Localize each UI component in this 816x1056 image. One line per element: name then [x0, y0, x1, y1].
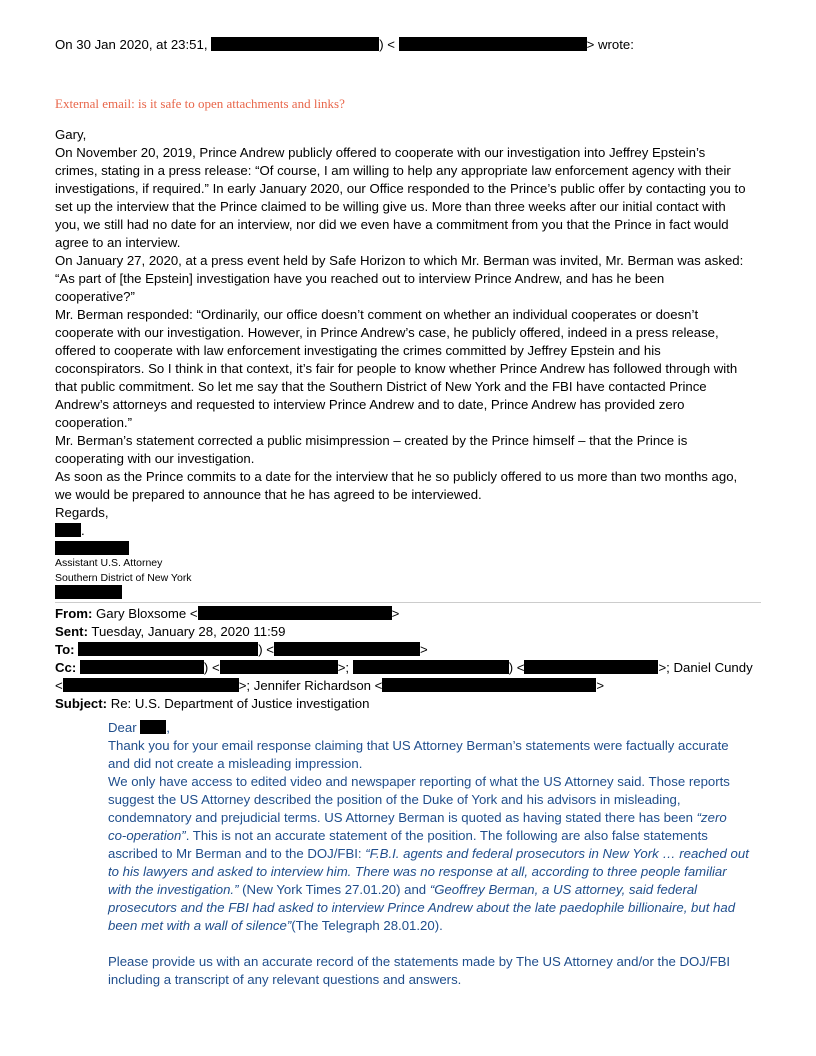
reply-line — [108, 809, 749, 827]
redaction — [399, 37, 587, 51]
body-line: Mr. Berman responded: “Ordinarily, our office doesn’t comment on whether an individual cooperates or doesn’t — [55, 307, 699, 322]
reply-body — [108, 719, 749, 989]
reply-text: Thank you for your email response claiming that US Attorney Berman’s statements were factually accurate — [108, 738, 729, 753]
reply-text: Please provide us with an accurate record of the statements made by The US Attorney and/or the DOJ/FBI — [108, 954, 731, 969]
redaction — [55, 541, 129, 555]
subject-label: Subject: — [55, 696, 108, 711]
signature-office: Southern District of New York — [55, 572, 192, 584]
reply-text: (The Telegraph 28.01.20). — [291, 918, 443, 933]
redaction — [211, 37, 379, 51]
body-line: “As part of [the Epstein] investigation have you reached out to interview Prince Andrew, and has he been — [55, 271, 665, 286]
quoted-header-mid: ) < — [379, 37, 395, 52]
sent-label: Sent: — [55, 624, 88, 639]
quoted-text: co-operation” — [108, 828, 186, 843]
quoted-text: with the investigation.” — [108, 882, 239, 897]
from-label: From: — [55, 606, 93, 621]
redaction — [524, 660, 658, 674]
body-line: cooperating with our investigation. — [55, 451, 255, 466]
cc-jennifer: >; Jennifer Richardson < — [238, 678, 383, 693]
redaction — [220, 660, 338, 674]
reply-line — [108, 827, 749, 845]
external-email-warning: External email: is it safe to open attachments and links? — [55, 96, 345, 111]
reply-line — [108, 755, 749, 773]
reply-text: and did not create a misleading impression. — [108, 756, 363, 771]
reply-line — [108, 845, 749, 863]
body-line: Mr. Berman’s statement corrected a public misimpression – created by the Prince himself – that the Prince is — [55, 433, 688, 448]
quoted-text: “F.B.I. agents and federal prosecutors in New York … reached out — [365, 846, 749, 861]
cc-label: Cc: — [55, 660, 77, 675]
divider — [55, 602, 761, 603]
body-line: cooperative?” — [55, 289, 135, 304]
body-line: On November 20, 2019, Prince Andrew publicly offered to cooperate with our investigation into Jeffrey Epstein’s — [55, 145, 706, 160]
cc-row-2: < >; Jennifer Richardson < > — [55, 678, 605, 693]
body-line: As soon as the Prince commits to a date for the interview that he so publicly offered to us more than two months ago, — [55, 469, 738, 484]
redaction — [382, 678, 596, 692]
reply-line — [108, 737, 749, 755]
quoted-text: prosecutors and the FBI had asked to interview Prince Andrew about the late paedophile billionaire, but had — [108, 900, 736, 915]
body-line: set up the interview that the Prince claimed to be willing give us. More than three weeks after our initial contact with — [55, 199, 726, 214]
reply-text: suggest the US Attorney described the position of the Duke of York and his advisors in misleading, — [108, 792, 681, 807]
email-body — [55, 126, 746, 522]
from-value: Gary Bloxsome < — [96, 606, 198, 621]
salutation-text: Dear — [108, 720, 137, 735]
reply-text: (New York Times 27.01.20) and — [238, 882, 430, 897]
quoted-text: to his lawyers and asked to interview him. There was no response at all, according to three people familiar — [108, 864, 727, 879]
body-line: cooperation.” — [55, 415, 132, 430]
reply-line — [108, 773, 749, 791]
from-row: From: Gary Bloxsome < > — [55, 606, 400, 621]
quoted-text: “Geoffrey Berman, a US attorney, said federal — [429, 882, 698, 897]
redaction — [63, 678, 239, 692]
body-line: On January 27, 2020, at a press event held by Safe Horizon to which Mr. Berman was invited, Mr. Berman was asked: — [55, 253, 744, 268]
reply-line — [108, 935, 749, 953]
body-line: you, we still had no date for an interview, nor did we even have a commitment from you that the Prince in fact would — [55, 217, 729, 232]
body-line: crimes, stating in a press release: “Of course, I am willing to help any appropriate law enforcement agency with their — [55, 163, 731, 178]
reply-line — [108, 791, 749, 809]
reply-text: condemnatory and prejudicial terms. US Attorney Berman is quoted as having stated there has been — [108, 810, 697, 825]
quoted-header-suffix: > wrote: — [586, 37, 634, 52]
redaction — [78, 642, 258, 656]
body-line: cooperate with our investigation. However, in Prince Andrew’s case, he publicly offered, indeed in a press release, — [55, 325, 719, 340]
redaction — [55, 523, 81, 537]
to-row: To: ) < > — [55, 642, 428, 657]
reply-salutation: Dear , — [108, 720, 170, 735]
body-line: that public commitment. So let me say that the Southern District of New York and the FBI have contacted Prince — [55, 379, 707, 394]
body-line: agree to an interview. — [55, 235, 181, 250]
signature-initial: . — [55, 522, 85, 540]
body-line: offered to cooperate with law enforcement investigating the crimes committed by Jeffrey Epstein and his — [55, 343, 661, 358]
quoted-text: “zero — [696, 810, 727, 825]
quoted-text: been met with a wall of silence” — [108, 918, 292, 933]
reply-line — [108, 953, 749, 971]
reply-line — [108, 917, 749, 935]
reply-line — [108, 881, 749, 899]
redaction — [55, 585, 122, 599]
body-line: investigations, if required.” In early January 2020, our Office responded to the Prince’s public offer by contacting you to — [55, 181, 746, 196]
redaction — [80, 660, 204, 674]
subject-row — [55, 695, 369, 713]
quoted-header — [55, 36, 634, 54]
cc-row: Cc: ) < >; ) < >; Daniel Cundy — [55, 660, 753, 675]
reply-line — [108, 899, 749, 917]
redaction — [198, 606, 392, 620]
reply-line — [108, 863, 749, 881]
reply-line — [108, 971, 749, 989]
redaction — [353, 660, 509, 674]
sent-value: Tuesday, January 28, 2020 11:59 — [91, 624, 286, 639]
reply-text: including a transcript of any relevant questions and answers. — [108, 972, 462, 987]
sent-row — [55, 623, 285, 641]
quoted-header-prefix: On 30 Jan 2020, at 23:51, — [55, 37, 208, 52]
reply-text: . This is not an accurate statement of the position. The following are also false statements — [185, 828, 708, 843]
cc-daniel: >; Daniel Cundy — [658, 660, 753, 675]
body-line: coconspirators. So I think in that context, it’s fair for people to know whether Prince Andrew has followed through with — [55, 361, 738, 376]
redaction — [274, 642, 420, 656]
subject-value: Re: U.S. Department of Justice investigation — [110, 696, 370, 711]
body-line: Gary, — [55, 127, 87, 142]
body-line: Andrew’s attorneys and requested to interview Prince Andrew and to date, Prince Andrew has provided zero — [55, 397, 685, 412]
to-label: To: — [55, 642, 75, 657]
body-line: Regards, — [55, 505, 109, 520]
reply-text: ascribed to Mr Berman and to the DOJ/FBI: — [108, 846, 366, 861]
redaction — [140, 720, 166, 734]
reply-text: We only have access to edited video and newspaper reporting of what the US Attorney said. Those reports — [108, 774, 730, 789]
signature-contact — [55, 584, 122, 602]
body-line: we would be prepared to announce that he has agreed to be interviewed. — [55, 487, 482, 502]
signature-title: Assistant U.S. Attorney — [55, 557, 163, 569]
